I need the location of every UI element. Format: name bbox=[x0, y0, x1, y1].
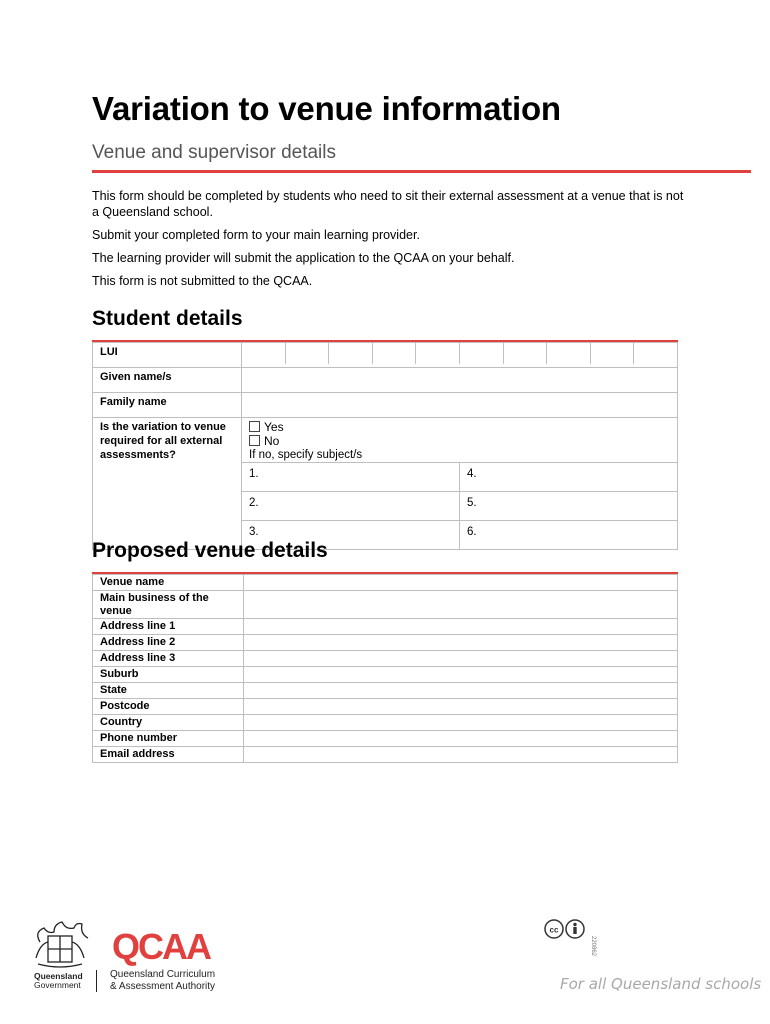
gov-name bbox=[34, 972, 83, 990]
postcode-field[interactable] bbox=[244, 699, 678, 715]
intro-paragraph: This form is not submitted to the QCAA. bbox=[92, 274, 313, 288]
lui-digit-cell[interactable] bbox=[242, 343, 285, 364]
address-line-3-label: Address line 3 bbox=[93, 651, 244, 667]
table-row bbox=[93, 343, 678, 368]
given-names-field[interactable] bbox=[242, 368, 678, 393]
lui-digit-cell[interactable] bbox=[285, 343, 329, 364]
subject-field-2[interactable]: 2. bbox=[242, 492, 460, 521]
yes-option[interactable] bbox=[249, 420, 670, 434]
qcaa-name-line-2: & Assessment Authority bbox=[110, 981, 216, 992]
phone-number-field[interactable] bbox=[244, 731, 678, 747]
footer-tagline: For all Queensland schools bbox=[560, 975, 762, 993]
venue-name-label: Venue name bbox=[93, 575, 244, 591]
subject-field-3[interactable]: 3. bbox=[242, 521, 460, 550]
subject-field-6[interactable]: 6. bbox=[459, 521, 677, 550]
variation-question-label: Is the variation to venue required for all external assessments? bbox=[93, 418, 242, 550]
creative-commons-badge bbox=[543, 918, 587, 945]
family-name-field[interactable] bbox=[242, 393, 678, 418]
title-divider bbox=[92, 170, 751, 173]
student-details-table bbox=[92, 342, 678, 550]
table-row bbox=[93, 591, 678, 619]
table-row bbox=[93, 393, 678, 418]
student-details-heading: Student details bbox=[92, 307, 243, 330]
country-field[interactable] bbox=[244, 715, 678, 731]
address-line-2-label: Address line 2 bbox=[93, 635, 244, 651]
postcode-label: Postcode bbox=[93, 699, 244, 715]
address-line-1-field[interactable] bbox=[244, 619, 678, 635]
intro-paragraph: The learning provider will submit the application to the QCAA on your behalf. bbox=[92, 251, 515, 265]
state-field[interactable] bbox=[244, 683, 678, 699]
table-row bbox=[93, 715, 678, 731]
subject-field-4[interactable]: 4. bbox=[459, 463, 677, 492]
qcaa-name-line-1: Queensland Curriculum bbox=[110, 969, 216, 980]
qcaa-logo: QCAA bbox=[112, 926, 210, 967]
table-row bbox=[93, 683, 678, 699]
main-business-field[interactable] bbox=[244, 591, 678, 619]
phone-number-label: Phone number bbox=[93, 731, 244, 747]
state-label: State bbox=[93, 683, 244, 699]
intro-paragraph: Submit your completed form to your main learning provider. bbox=[92, 228, 420, 242]
lui-input[interactable] bbox=[242, 343, 678, 368]
lui-digit-cell[interactable] bbox=[328, 343, 372, 364]
table-row bbox=[93, 619, 678, 635]
table-row bbox=[93, 575, 678, 591]
document-code: 220862 bbox=[590, 936, 596, 957]
yes-checkbox[interactable] bbox=[249, 421, 260, 432]
table-row bbox=[93, 667, 678, 683]
table-row bbox=[93, 635, 678, 651]
table-row bbox=[93, 651, 678, 667]
gov-name-line-1: Queensland bbox=[34, 971, 83, 981]
table-row bbox=[93, 747, 678, 763]
email-address-field[interactable] bbox=[244, 747, 678, 763]
footer-logos bbox=[30, 918, 230, 1003]
address-line-3-field[interactable] bbox=[244, 651, 678, 667]
address-line-1-label: Address line 1 bbox=[93, 619, 244, 635]
suburb-label: Suburb bbox=[93, 667, 244, 683]
subject-field-5[interactable]: 5. bbox=[459, 492, 677, 521]
main-business-label: Main business of the venue bbox=[93, 591, 244, 619]
page-subtitle: Venue and supervisor details bbox=[92, 142, 336, 163]
venue-name-field[interactable] bbox=[244, 575, 678, 591]
lui-digit-cell[interactable] bbox=[459, 343, 503, 364]
lui-digit-cell[interactable] bbox=[590, 343, 634, 364]
svg-text:cc: cc bbox=[549, 925, 559, 935]
yes-label: Yes bbox=[264, 420, 284, 434]
given-names-label: Given name/s bbox=[93, 368, 242, 393]
page-title: Variation to venue information bbox=[92, 90, 561, 127]
family-name-label: Family name bbox=[93, 393, 242, 418]
lui-label: LUI bbox=[93, 343, 242, 368]
table-row bbox=[93, 731, 678, 747]
table-row bbox=[93, 418, 678, 463]
no-option[interactable] bbox=[249, 434, 670, 448]
qcaa-name bbox=[110, 969, 215, 993]
lui-digit-cell[interactable] bbox=[503, 343, 547, 364]
specify-subjects-label: If no, specify subject/s bbox=[249, 449, 363, 461]
proposed-venue-heading: Proposed venue details bbox=[92, 539, 328, 562]
no-label: No bbox=[264, 434, 280, 448]
gov-name-line-2: Government bbox=[34, 980, 81, 990]
lui-digit-cell[interactable] bbox=[415, 343, 459, 364]
address-line-2-field[interactable] bbox=[244, 635, 678, 651]
table-row bbox=[93, 699, 678, 715]
variation-options bbox=[242, 418, 678, 463]
country-label: Country bbox=[93, 715, 244, 731]
intro-paragraph: This form should be completed by students who need to sit their external assessment at a venue that is not a Queensland school. bbox=[92, 189, 684, 219]
no-checkbox[interactable] bbox=[249, 435, 260, 446]
lui-digit-cell[interactable] bbox=[372, 343, 416, 364]
logo-divider bbox=[96, 970, 97, 992]
table-row bbox=[93, 368, 678, 393]
intro-text bbox=[92, 188, 692, 296]
lui-digit-cell[interactable] bbox=[546, 343, 590, 364]
lui-digit-cell[interactable] bbox=[633, 343, 677, 364]
subject-field-1[interactable]: 1. bbox=[242, 463, 460, 492]
cc-by-icon bbox=[543, 918, 587, 940]
venue-details-table bbox=[92, 574, 678, 763]
suburb-field[interactable] bbox=[244, 667, 678, 683]
email-address-label: Email address bbox=[93, 747, 244, 763]
